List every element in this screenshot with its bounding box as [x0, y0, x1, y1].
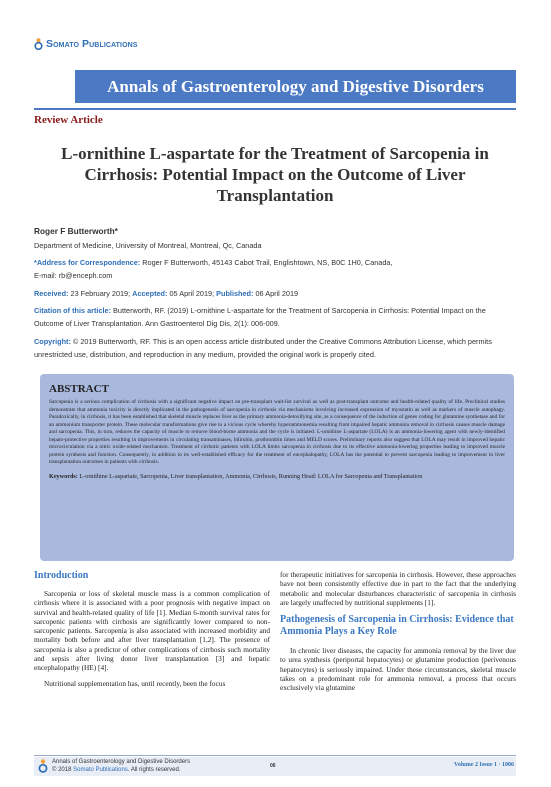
footer-journal-info [52, 758, 190, 774]
right-paragraph-1: for therapeutic initiatives for sarcopenia in cirrhosis. However, these approaches have not been consistently effective due in part to the fact that the underlying metabolic and molecular disturbances characteristic of sarcopenia in cirrhosis are largely unaffected by nutritional supplements [1]. [280, 570, 516, 607]
somato-logo-icon [34, 38, 43, 50]
journal-title: Annals of Gastroenterology and Digestive Disorders [107, 76, 484, 96]
citation [34, 305, 516, 330]
keywords [49, 473, 505, 481]
copyright-label: Copyright: [34, 337, 71, 346]
banner-divider [34, 108, 516, 110]
article-type: Review Article [34, 114, 103, 126]
correspondence-label: *Address for Correspondence: [34, 258, 141, 267]
right-paragraph-2: In chronic liver diseases, the capacity for ammonia removal by the liver due to urea synthesis (periportal hepatocytes) or glutamine production (perivenous hepatocytes) is seriously impaired. Under these circumstances, skeletal muscle takes on a predominant role for ammonia removal, a process that occurs exclusively via glutamine [280, 646, 516, 693]
journal-banner [75, 70, 516, 103]
footer-divider [34, 755, 516, 756]
volume-issue: Volume 2 Issue 1 · 1006 [454, 762, 514, 768]
received-label: Received: [34, 289, 69, 298]
article-title: L-ornithine L-aspartate for the Treatment of Sarcopenia in Cirrhosis: Potential Impact on the Outcome of Liver Transplantation [61, 144, 489, 205]
citation-text: Butterworth, RF. (2019) L-ornithine L-aspartate for the Treatment of Sarcopenia in Cirrhosis: Potential Impact on the Outcome of Liver Transplantation. Ann Gastroenterol Dig Dis, 2(1): 006-009. [34, 306, 486, 328]
abstract-heading: ABSTRACT [49, 383, 109, 395]
received-date: 23 February 2019; [68, 289, 133, 298]
section-heading-introduction: Introduction [34, 570, 89, 581]
author-affiliation: Department of Medicine, University of Montreal, Montreal, Qc, Canada [34, 241, 262, 250]
copyright-text: © 2019 Butterworth, RF. This is an open access article distributed under the Creative Commons Attribution License, which permits unrestricted use, distribution, and reproduction in any medium, provided the original work is properly cited. [34, 337, 492, 359]
copyright-notice [34, 336, 516, 361]
accepted-date: 05 April 2019; [167, 289, 217, 298]
correspondence-text: Roger F Butterworth, 45143 Cabot Trail, Englishtown, NS, B0C 1H0, Canada, [140, 258, 393, 267]
footer-copyright-suffix: . All rights reserved. [127, 767, 181, 773]
publisher-logo [34, 38, 138, 50]
footer-brand: Somato Publications [73, 767, 128, 773]
intro-paragraph-1: Sarcopenia or loss of skeletal muscle mass is a common complication of cirrhosis where it is associated with a poor prognosis with negative impact on survival and health-related quality of life [1]. Median 6-month survival rates for sarcopenic patients with cirrhosis are significantly lower compared to non-sarcopenic patients. Sarcopenia is also associated with increased morbidity and mortality both before and after liver transplantation [1,2]. The presence of sarcopenia is also a predictor of other complications of cirrhosis such mortality and sepsis after living donor liver transplantation [3] and hepatic encephalopathy (HE) [4]. [34, 589, 270, 673]
section-heading-pathogenesis: Pathogenesis of Sarcopenia in Cirrhosis: Evidence that Ammonia Plays a Key Role [280, 614, 514, 638]
keywords-text: L-ornithine L-aspartate, Sarcopenia, Liver transplantation, Ammonia, Cirrhosis, Running Head: LOLA for Sarcopenia and Transplantation [77, 472, 423, 480]
footer-copyright-prefix: © 2018 [52, 767, 74, 773]
abstract-box [40, 374, 514, 561]
author-name: Roger F Butterworth* [34, 226, 118, 236]
article-dates [34, 288, 516, 301]
publisher-name: Somato Publications [46, 38, 138, 50]
email-link[interactable]: E-mail: rb@enceph.com [34, 270, 113, 280]
footer-journal-name: Annals of Gastroenterology and Digestive Disorders [52, 759, 191, 765]
abstract-body: Sarcopenia is a serious complication of cirrhosis with a significant negative impact on pre-transplant wait-list survival as well as post-transplant outcome and health-related quality of life. Preclinical studies demonstrate that ammonia toxicity is directly implicated in the pathogenesis of sarcopenia in cirrhosis via mechanisms involving increased expression of myostatin as well as markers of muscle autophagy. Paradoxically, in cirrhosis, it has been established that skeletal muscle replaces liver as the primary ammonia-detoxifying site, as a consequence of the induction of genes coding for glutamine synthetase and for an ammonium transporter protein. These molecular transformations give rise to a vicious cycle whereby hyperammonemia resulting from impaired hepatic ammonia removal in cirrhosis causes muscle damage and sarcopenia. This, in turn, reduces the capacity of muscle to remove blood-borne ammonia and the cycle is initiated. L-ornithine L-aspartate (LOLA) is an ammonia-lowering agent with newly-identified hepato-protective properties resulting in improvements in circulating transaminases, bilirubin, prothrombin times and MELD scores. Preliminary reports also suggest that LOLA may result in improved hepatic microcirculation via a nitric oxide-related mechanism. Treatment of cirrhotic patients with LOLA limits sarcopenia in cirrhosis due to its effective ammonia-lowering properties leading to improved muscle protein synthesis and function. Consequently, in addition to its well-established efficacy for the treatment of encephalopathy, LOLA has the potential to prevent sarcopenia leading to improvement in liver transplantation outcomes in patients with cirrhosis. [49, 399, 505, 466]
somato-logo-icon [38, 759, 48, 773]
published-date: 06 April 2019 [253, 289, 299, 298]
intro-paragraph-2: Nutritional supplementation has, until recently, been the focus [44, 678, 226, 688]
correspondence [34, 257, 516, 282]
keywords-label: Keywords: [49, 472, 78, 480]
accepted-label: Accepted: [132, 289, 168, 298]
body-column-right [280, 570, 516, 693]
page-number: 06 [270, 763, 276, 769]
body-column-left [34, 570, 270, 688]
published-label: Published: [216, 289, 254, 298]
citation-label: Citation of this article: [34, 306, 112, 315]
